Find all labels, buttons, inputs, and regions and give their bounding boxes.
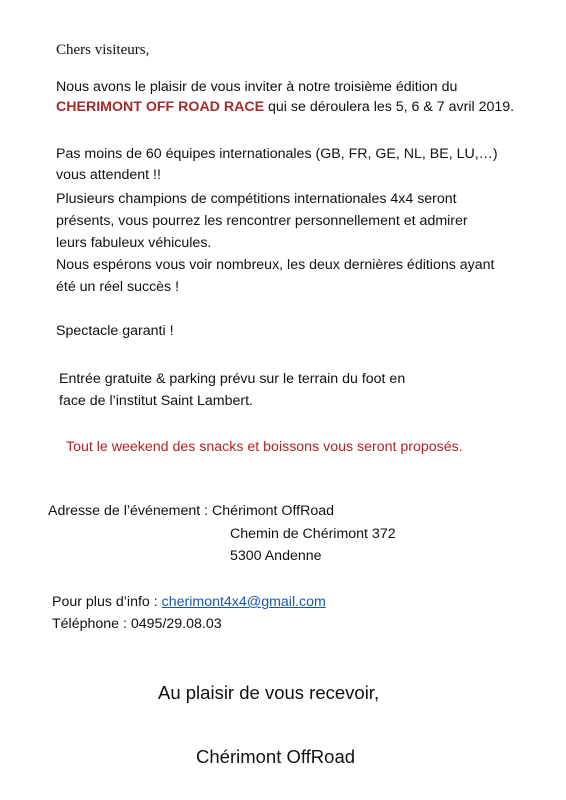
info-label: Pour plus d’info : (52, 594, 162, 610)
champions-line-2: présents, vous pourrez les rencontrer personnellement et admirer (56, 213, 468, 229)
spectacle-line: Spectacle garanti ! (56, 323, 174, 339)
champions-line-1: Plusieurs champions de compétitions internationales 4x4 seront (56, 191, 457, 207)
snacks-line: Tout le weekend des snacks et boissons vous seront proposés. (66, 439, 463, 455)
entry-line-1: Entrée gratuite & parking prévu sur le terrain du foot en (59, 371, 406, 387)
hope-line-2: été un réel succès ! (56, 279, 180, 295)
email-link[interactable]: cherimont4x4@gmail.com (161, 594, 326, 610)
greeting: Chers visiteurs, (56, 42, 150, 58)
intro-line-2 (56, 96, 514, 118)
signature: Chérimont OffRoad (196, 746, 356, 767)
entry-line-2: face de l’institut Saint Lambert. (59, 393, 253, 409)
intro-line-1: Nous avons le plaisir de vous inviter à notre troisième édition du (56, 79, 458, 95)
intro-line-2-rest: qui se déroulera les 5, 6 & 7 avril 2019. (264, 99, 515, 115)
hope-line-1: Nous espérons vous voir nombreux, les deux dernières éditions ayant (56, 257, 495, 273)
address-line-2: Chemin de Chérimont 372 (230, 526, 396, 542)
closing-line: Au plaisir de vous recevoir, (158, 682, 380, 703)
event-name: CHERIMONT OFF ROAD RACE (56, 99, 265, 115)
phone-line: Téléphone : 0495/29.08.03 (52, 616, 222, 632)
address-line-1: Adresse de l’événement : Chérimont OffRoad (48, 503, 335, 519)
champions-line-3: leurs fabuleux véhicules. (56, 235, 212, 251)
info-line (52, 591, 326, 613)
teams-line-1: Pas moins de 60 équipes internationales (GB, FR, GE, NL, BE, LU,…) (56, 146, 498, 162)
teams-line-2: vous attendent !! (56, 167, 161, 183)
address-line-3: 5300 Andenne (230, 548, 322, 564)
